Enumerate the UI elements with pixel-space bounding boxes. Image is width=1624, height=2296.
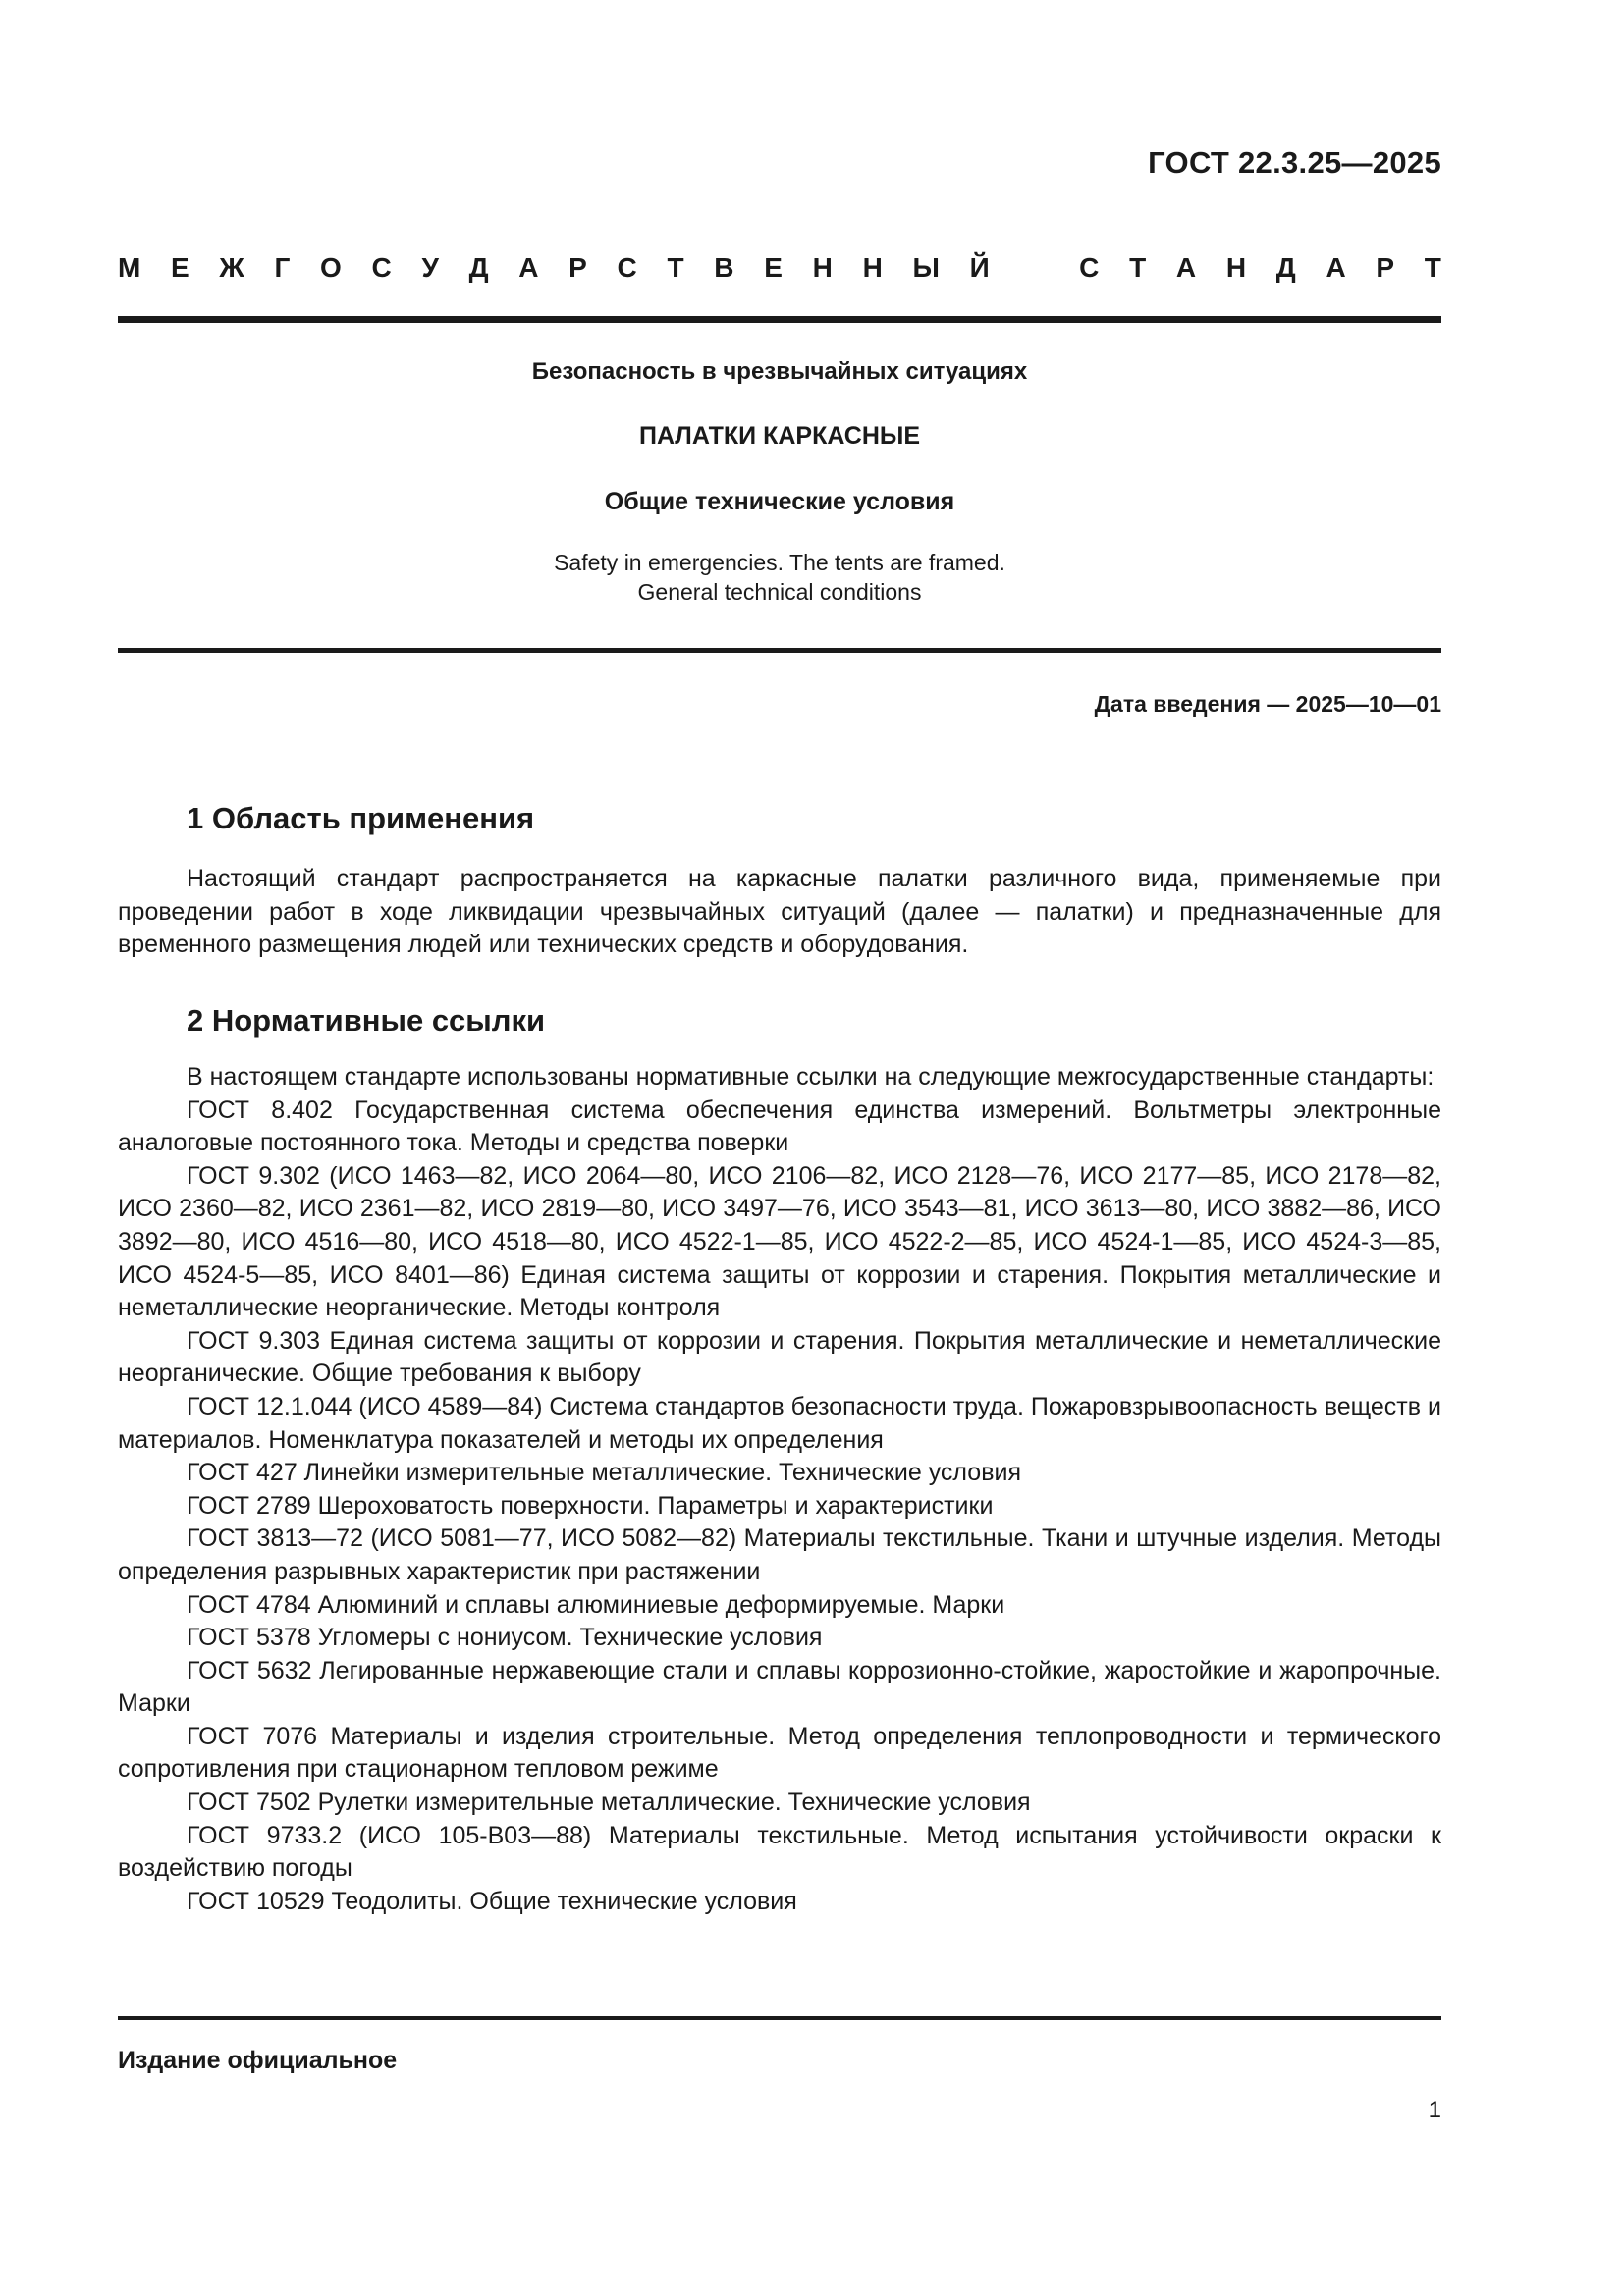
banner-letter: А — [1326, 252, 1346, 283]
reference-item: ГОСТ 4784 Алюминий и сплавы алюминиевые деформируемые. Марки — [187, 1590, 1005, 1619]
introduction-date: Дата введения — 2025—10—01 — [1094, 691, 1441, 717]
banner-letter: Е — [764, 252, 783, 283]
banner-letter: С — [371, 252, 392, 283]
reference-item: ГОСТ 12.1.044 (ИСО 4589—84) Система стандартов безопасности труда. Пожаровзрывоопасность веществ и материалов. Номенклатура показателей и методы их определения — [118, 1392, 1441, 1454]
title-english-line1: Safety in emergencies. The tents are framed. — [554, 550, 1005, 575]
banner-letter: С — [617, 252, 637, 283]
title-english-line2: General technical conditions — [637, 579, 922, 605]
banner-letter: Ж — [219, 252, 244, 283]
title-rule — [118, 648, 1441, 653]
banner-letter: Н — [862, 252, 883, 283]
reference-item: ГОСТ 5378 Угломеры с нониусом. Технические условия — [187, 1624, 823, 1652]
reference-item: ГОСТ 10529 Теодолиты. Общие технические условия — [187, 1887, 797, 1915]
banner-letter: Т — [1129, 252, 1147, 283]
title-name: ПАЛАТКИ КАРКАСНЫЕ — [638, 422, 921, 450]
banner-letter: Д — [468, 252, 489, 283]
reference-item: ГОСТ 7502 Рулетки измерительные металлические. Технические условия — [187, 1789, 1031, 1817]
standard-banner — [118, 252, 1441, 284]
reference-item: ГОСТ 8.402 Государственная система обеспечения единства измерений. Вольтметры электронные аналоговые постоянного тока. Методы и средства поверки — [118, 1095, 1441, 1157]
title-subtitle: Общие технические условия — [604, 488, 955, 515]
banner-gap — [1019, 252, 1049, 284]
banner-letter: А — [1175, 252, 1197, 283]
reference-item: ГОСТ 3813—72 (ИСО 5081—77, ИСО 5082—82) Материалы текстильные. Ткани и штучные изделия. Методы определения разрывных характеристик при растяжении — [118, 1524, 1441, 1585]
banner-letter: О — [320, 252, 342, 283]
reference-item: ГОСТ 9733.2 (ИСО 105-В03—88) Материалы текстильные. Метод испытания устойчивости окраски к воздействию погоды — [118, 1821, 1441, 1883]
page-number: 1 — [1428, 2097, 1441, 2123]
section-1-body — [118, 863, 1441, 962]
title-subject: Безопасность в чрезвычайных ситуациях — [531, 358, 1028, 385]
footer-rule — [118, 2016, 1441, 2020]
section-heading: 2 Нормативные ссылки — [187, 1003, 546, 1038]
section-2-body — [118, 1061, 1441, 1918]
reference-item: ГОСТ 2789 Шероховатость поверхности. Параметры и характеристики — [187, 1491, 994, 1520]
paragraph: Настоящий стандарт распространяется на каркасные палатки различного вида, применяемые при проведении работ в ходе ликвидации чрезвычайных ситуаций (далее — палатки) и предназначенные для временного размещения людей или технических средств и оборудования. — [118, 865, 1441, 959]
reference-item: ГОСТ 7076 Материалы и изделия строительные. Метод определения теплопроводности и термического сопротивления при стационарном тепловом режиме — [118, 1722, 1441, 1784]
banner-letter: Р — [568, 252, 587, 283]
paragraph: В настоящем стандарте использованы нормативные ссылки на следующие межгосударственные стандарты: — [187, 1063, 1435, 1091]
banner-letter: Т — [1424, 252, 1441, 283]
banner-letter: Т — [667, 252, 684, 283]
reference-item: ГОСТ 9.303 Единая система защиты от коррозии и старения. Покрытия металлические и неметаллические неорганические. Общие требования к выбору — [118, 1326, 1441, 1388]
banner-letter: Е — [171, 252, 189, 283]
reference-item: ГОСТ 427 Линейки измерительные металлические. Технические условия — [187, 1459, 1021, 1487]
banner-letter: М — [118, 252, 141, 283]
document-number: ГОСТ 22.3.25—2025 — [1148, 145, 1441, 180]
banner-letter: А — [518, 252, 539, 283]
banner-letter: Н — [812, 252, 833, 283]
reference-item: ГОСТ 9.302 (ИСО 1463—82, ИСО 2064—80, ИСО 2106—82, ИСО 2128—76, ИСО 2177—85, ИСО 2178—82, ИСО 2360—82, ИСО 2361—82, ИСО 2819—80, ИСО 3497—76, ИСО 3543—81, ИСО 3613—80, ИСО 3882—86, ИСО 3892—80, ИСО 4516—80, ИСО 4518—80, ИСО 4522-1—85, ИСО 4522-2—85, ИСО 4524-1—85, ИСО 4524-3—85, ИСО 4524-5—85, ИСО 8401—86) Единая система защиты от коррозии и старения. Покрытия металлические и неметаллические неорганические. Методы контроля — [118, 1161, 1441, 1322]
banner-letter: Д — [1275, 252, 1296, 283]
banner-letter: Р — [1376, 252, 1395, 283]
banner-letter: Н — [1225, 252, 1247, 283]
banner-letter: Ы — [912, 252, 940, 283]
banner-letter: Г — [274, 252, 291, 283]
section-heading: 1 Область применения — [187, 801, 535, 835]
banner-letter: С — [1079, 252, 1100, 283]
reference-item: ГОСТ 5632 Легированные нержавеющие стали и сплавы коррозионно-стойкие, жаростойкие и жаропрочные. Марки — [118, 1656, 1441, 1718]
official-edition-label: Издание официальное — [118, 2047, 398, 2074]
banner-letter: В — [714, 252, 734, 283]
banner-letter: Й — [969, 252, 990, 283]
header-rule — [118, 316, 1441, 323]
banner-letter: У — [421, 252, 439, 283]
